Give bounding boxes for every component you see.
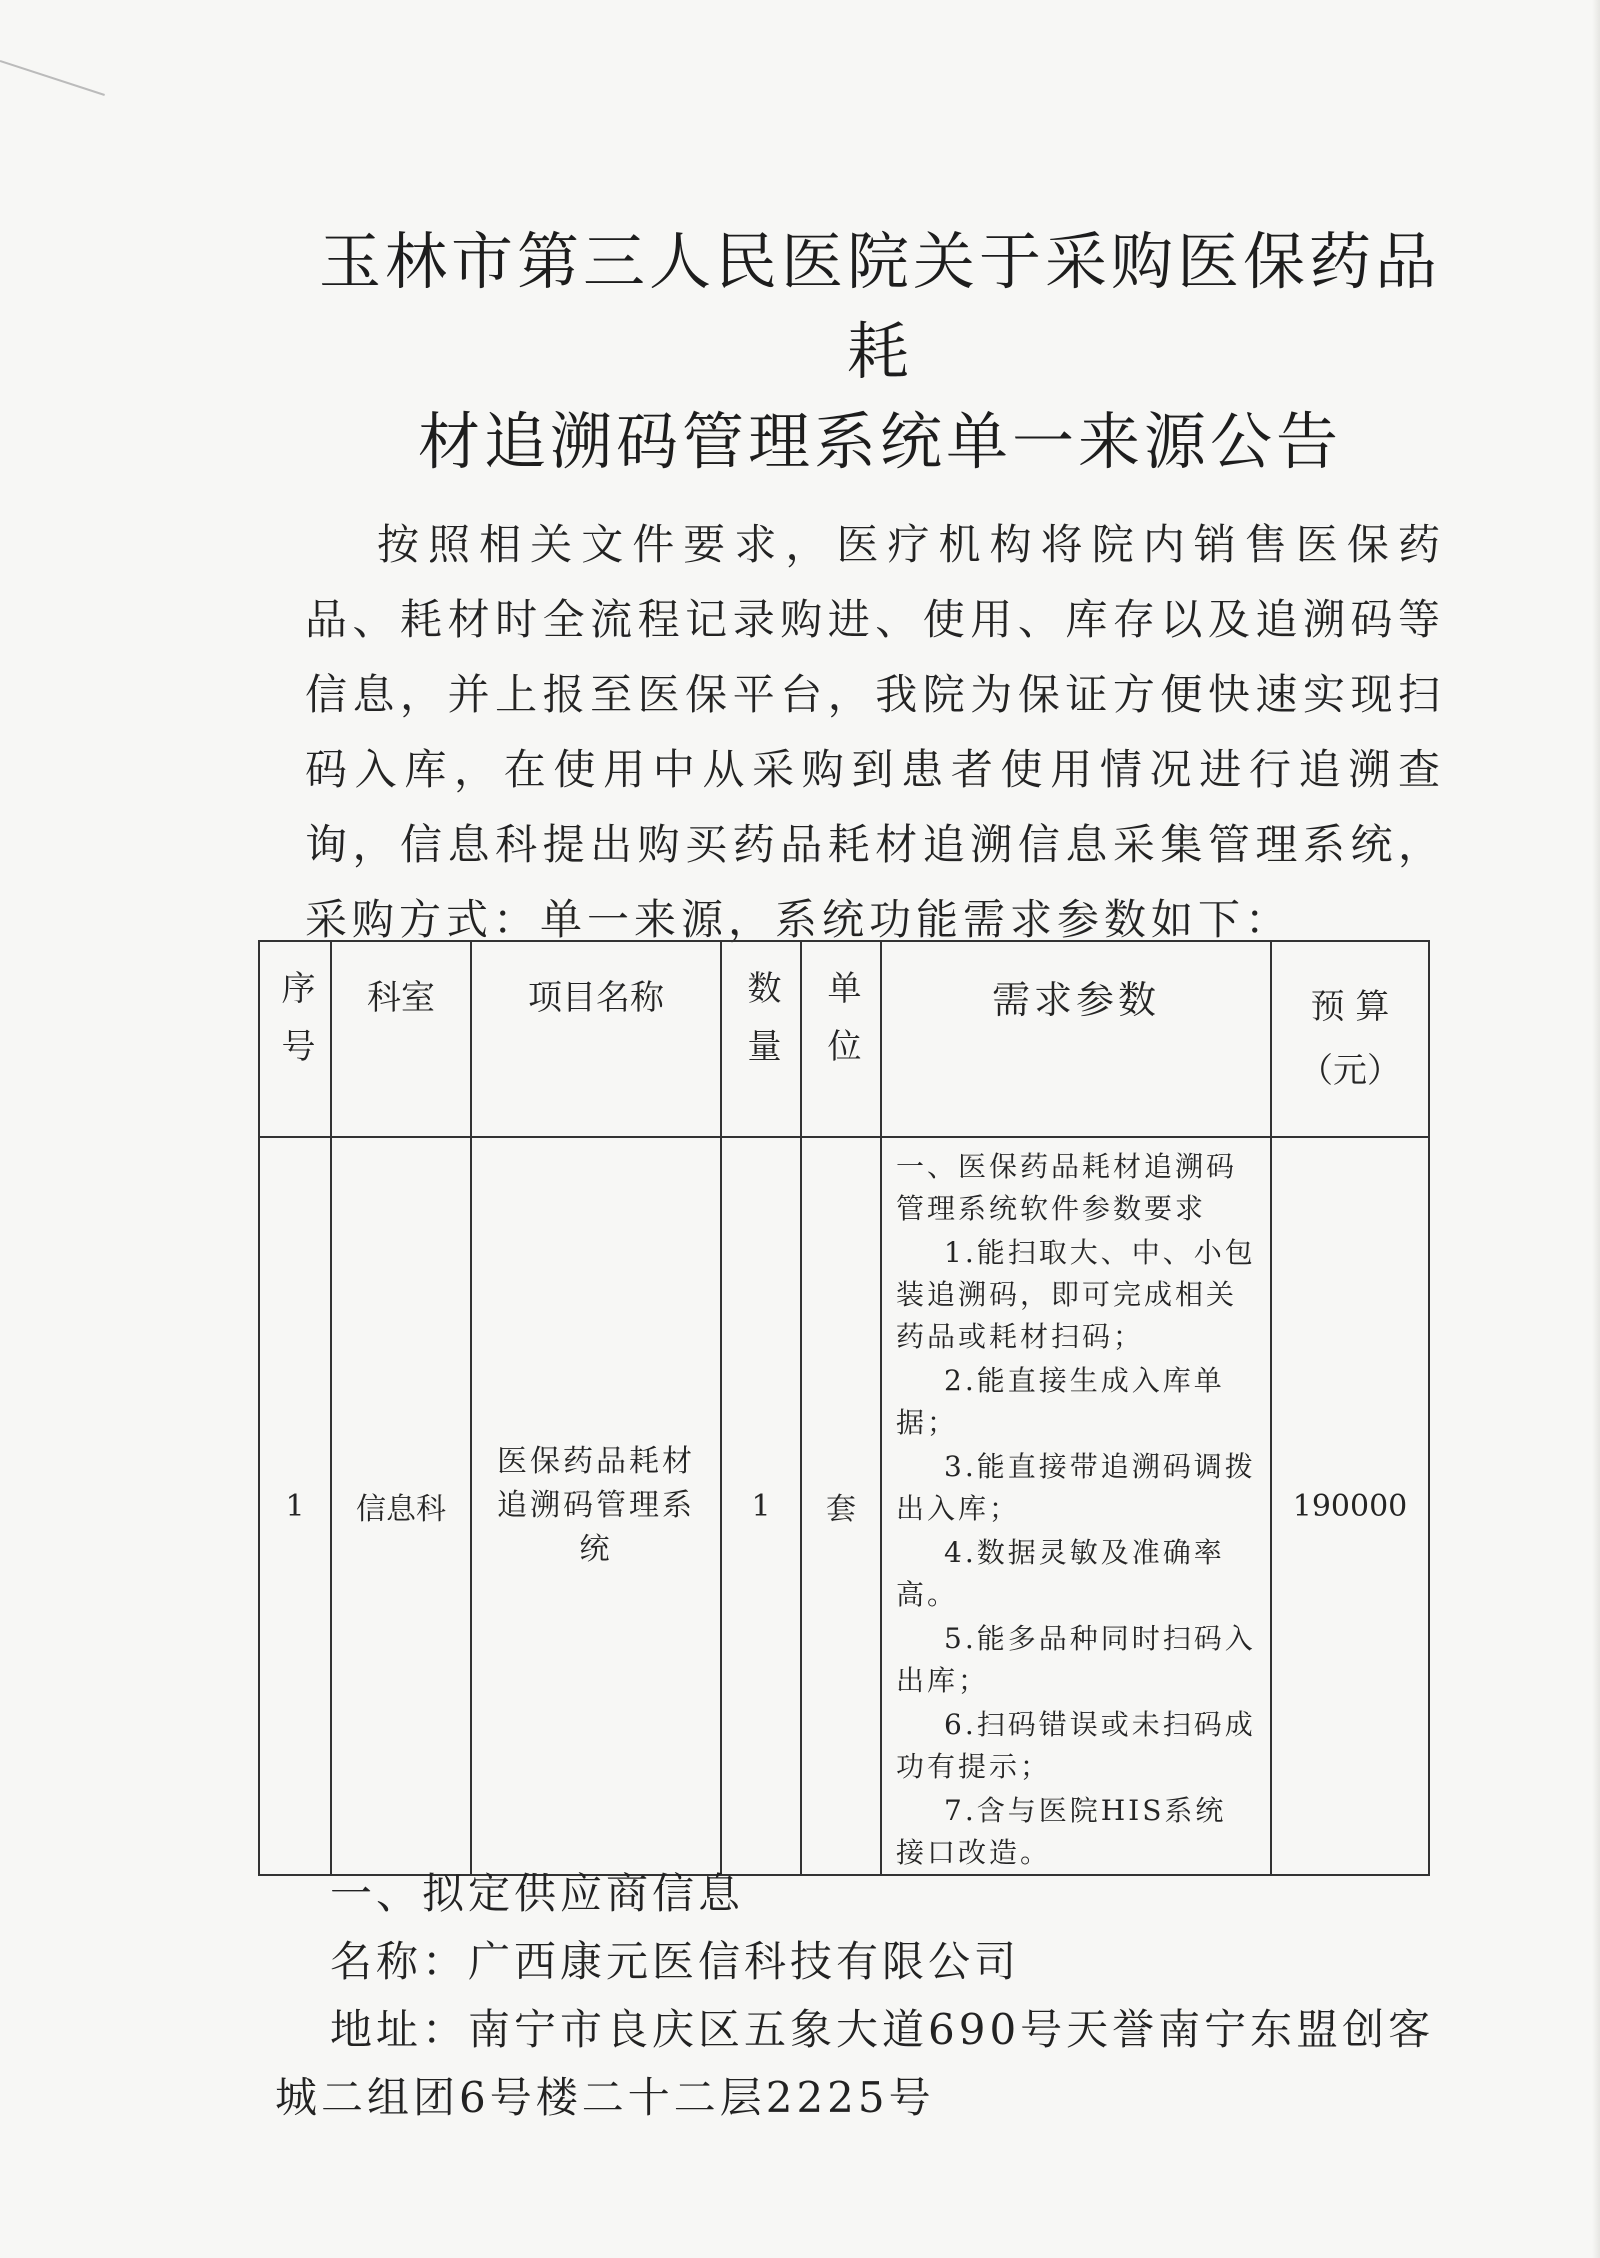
header-project: 项目名称 [471,941,721,1137]
header-dept: 科室 [331,941,471,1137]
header-params: 需求参数 [881,941,1271,1137]
param-item-3: 3.能直接带追溯码调拨出入库； [896,1450,1256,1525]
param-item-1: 1.能扫取大、中、小包装追溯码，即可完成相关药品或耗材扫码； [896,1236,1256,1353]
cell-no: 1 [259,1137,331,1875]
header-unit: 单位 [801,941,881,1137]
param-item-6: 6.扫码错误或未扫码成功有提示； [896,1708,1256,1783]
supplier-name: 名称：广西康元医信科技有限公司 [330,1937,1021,1986]
cell-project [471,1137,721,1875]
cell-params [881,1137,1271,1875]
param-item-5: 5.能多品种同时扫码入出库； [896,1622,1256,1697]
header-qty: 数量 [721,941,801,1137]
param-item-7: 7.含与医院HIS系统接口改造。 [896,1794,1227,1869]
scan-edge-mark [0,60,105,96]
requirements-table [258,940,1430,1876]
page-title-line-2: 材追溯码管理系统单一来源公告 [417,404,1342,478]
supplier-address-line-1: 地址：南宁市良庆区五象大道690号天誉南宁东盟创客 [330,2005,1435,2054]
cell-qty: 1 [721,1137,801,1875]
table-row [259,1137,1429,1875]
intro-paragraph: 按照相关文件要求，医疗机构将院内销售医保药品、耗材时全流程记录购进、使用、库存以及追溯码等信息，并上报至医保平台，我院为保证方便快速实现扫码入库，在使用中从采购到患者使用情况进行追溯查询，信息科提出购买药品耗材追溯信息采集管理系统，采购方式：单一来源，系统功能需求参数如下： [305,520,1445,944]
page-title [300,217,1460,487]
table-header-row [259,941,1429,1137]
header-budget: 预 算（元） [1271,941,1429,1137]
param-item-2: 2.能直接生成入库单据； [896,1364,1225,1439]
param-item-4: 4.数据灵敏及准确率高。 [896,1536,1225,1611]
page-title-line-1: 玉林市第三人民医院关于采购医保药品耗 [318,224,1441,388]
params-heading: 一、医保药品耗材追溯码管理系统软件参数要求 [896,1150,1238,1225]
project-name: 医保药品耗材追溯码管理系统 [497,1444,695,1567]
cell-unit: 套 [801,1137,881,1875]
supplier-info [275,1860,1440,2132]
cell-dept: 信息科 [331,1137,471,1875]
supplier-address-line-2: 城二组团6号楼二十二层2225号 [275,2073,935,2122]
page-edge-shadow [1592,0,1600,2258]
supplier-heading: 一、拟定供应商信息 [330,1869,745,1918]
header-no: 序号 [259,941,331,1137]
cell-budget: 190000 [1271,1137,1429,1875]
